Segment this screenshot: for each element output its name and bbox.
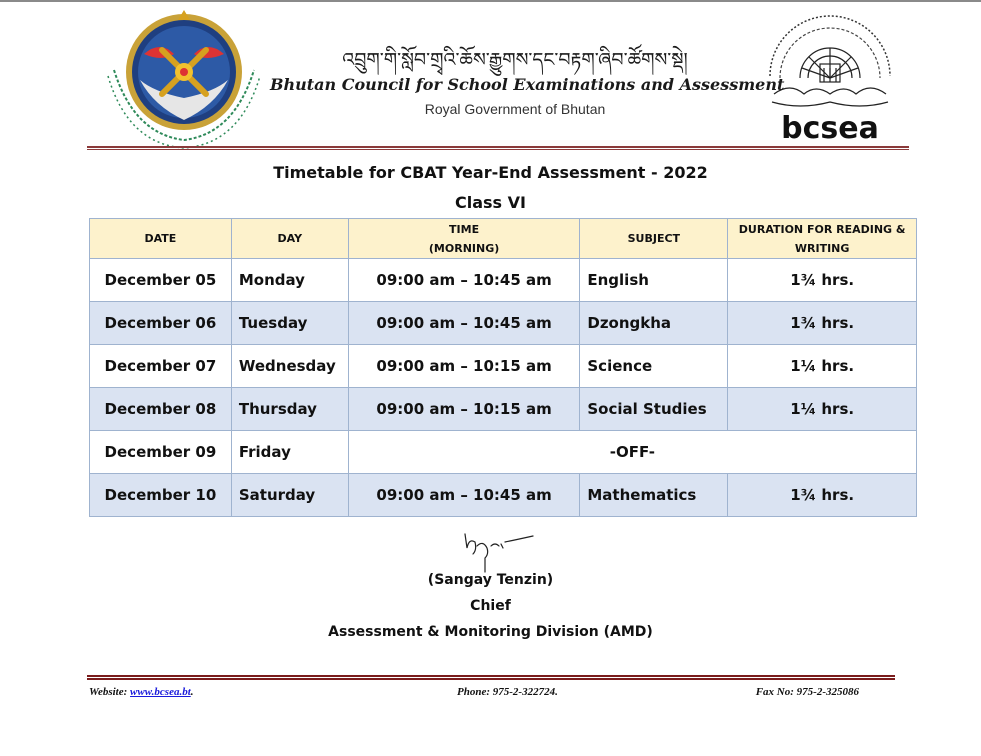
page-title: Timetable for CBAT Year-End Assessment - 2022 (273, 163, 708, 182)
footer-phone: Phone: 975-2-322724. (457, 686, 558, 698)
header-duration (728, 219, 917, 259)
cell-time: 09:00 am – 10:45 am (348, 259, 580, 302)
header-duration-line2: WRITING (794, 241, 850, 255)
website-label: Website: (89, 686, 128, 698)
signatory-role: Chief (470, 598, 511, 614)
cell-day: Tuesday (231, 302, 348, 345)
class-subtitle: Class VI (455, 193, 526, 212)
cell-day: Monday (231, 259, 348, 302)
cell-date: December 09 (90, 431, 232, 474)
cell-date: December 07 (90, 345, 232, 388)
header-date: DATE (90, 219, 232, 259)
cell-time: 09:00 am – 10:45 am (348, 474, 580, 517)
cell-day: Thursday (231, 388, 348, 431)
header-text-block (270, 48, 785, 118)
table-row (90, 431, 917, 474)
cell-duration: 1¾ hrs. (728, 302, 917, 345)
cell-subject: Mathematics (580, 474, 728, 517)
cell-date: December 08 (90, 388, 232, 431)
cell-duration: 1¾ hrs. (728, 474, 917, 517)
government-name: Royal Government of Bhutan (424, 101, 606, 117)
bcsea-logo-text: bcsea (781, 111, 879, 146)
cell-duration: 1¾ hrs. (728, 259, 917, 302)
footer (89, 684, 895, 700)
cell-off: -OFF- (348, 431, 916, 474)
cell-day: Saturday (231, 474, 348, 517)
table-row (90, 259, 917, 302)
cell-time: 09:00 am – 10:45 am (348, 302, 580, 345)
cell-day: Wednesday (231, 345, 348, 388)
dzongkha-title: འབྲུག་གི་སློབ་གྲྭའི་ཆོས་རྒྱུགས་དང་བརྟག་ཞིབ་ཚོགས་སྡེ། (342, 49, 688, 71)
header-time-line2: (MORNING) (428, 241, 500, 255)
footer-website (89, 684, 194, 700)
cell-duration: 1¼ hrs. (728, 345, 917, 388)
cell-subject: English (580, 259, 728, 302)
council-name: Bhutan Council for School Examinations and Assessment (270, 75, 785, 94)
header-day: DAY (231, 219, 348, 259)
table-row (90, 474, 917, 517)
page-top-border (0, 0, 981, 2)
national-emblem-icon (104, 10, 280, 150)
cell-time: 09:00 am – 10:15 am (348, 388, 580, 431)
website-link[interactable]: www.bcsea.bt (130, 686, 191, 698)
signatory-division: Assessment & Monitoring Division (AMD) (328, 624, 653, 640)
cell-date: December 05 (90, 259, 232, 302)
header-time-line1: TIME (449, 222, 480, 236)
header-subject: SUBJECT (580, 219, 728, 259)
table-header-row (90, 219, 917, 259)
footer-divider (87, 675, 895, 680)
cell-subject: Dzongkha (580, 302, 728, 345)
cell-time: 09:00 am – 10:15 am (348, 345, 580, 388)
table-row (90, 388, 917, 431)
website-suffix: . (190, 686, 194, 698)
cell-subject: Social Studies (580, 388, 728, 431)
table-row (90, 345, 917, 388)
header-duration-line1: DURATION FOR READING & (738, 222, 906, 236)
table-row (90, 302, 917, 345)
cell-subject: Science (580, 345, 728, 388)
cell-date: December 10 (90, 474, 232, 517)
cell-duration: 1¼ hrs. (728, 388, 917, 431)
cell-date: December 06 (90, 302, 232, 345)
cell-day: Friday (231, 431, 348, 474)
header-divider (87, 146, 909, 150)
header-time (348, 219, 580, 259)
signatory-name: (Sangay Tenzin) (427, 572, 554, 588)
timetable (89, 218, 917, 517)
footer-fax: Fax No: 975-2-325086 (755, 686, 859, 698)
